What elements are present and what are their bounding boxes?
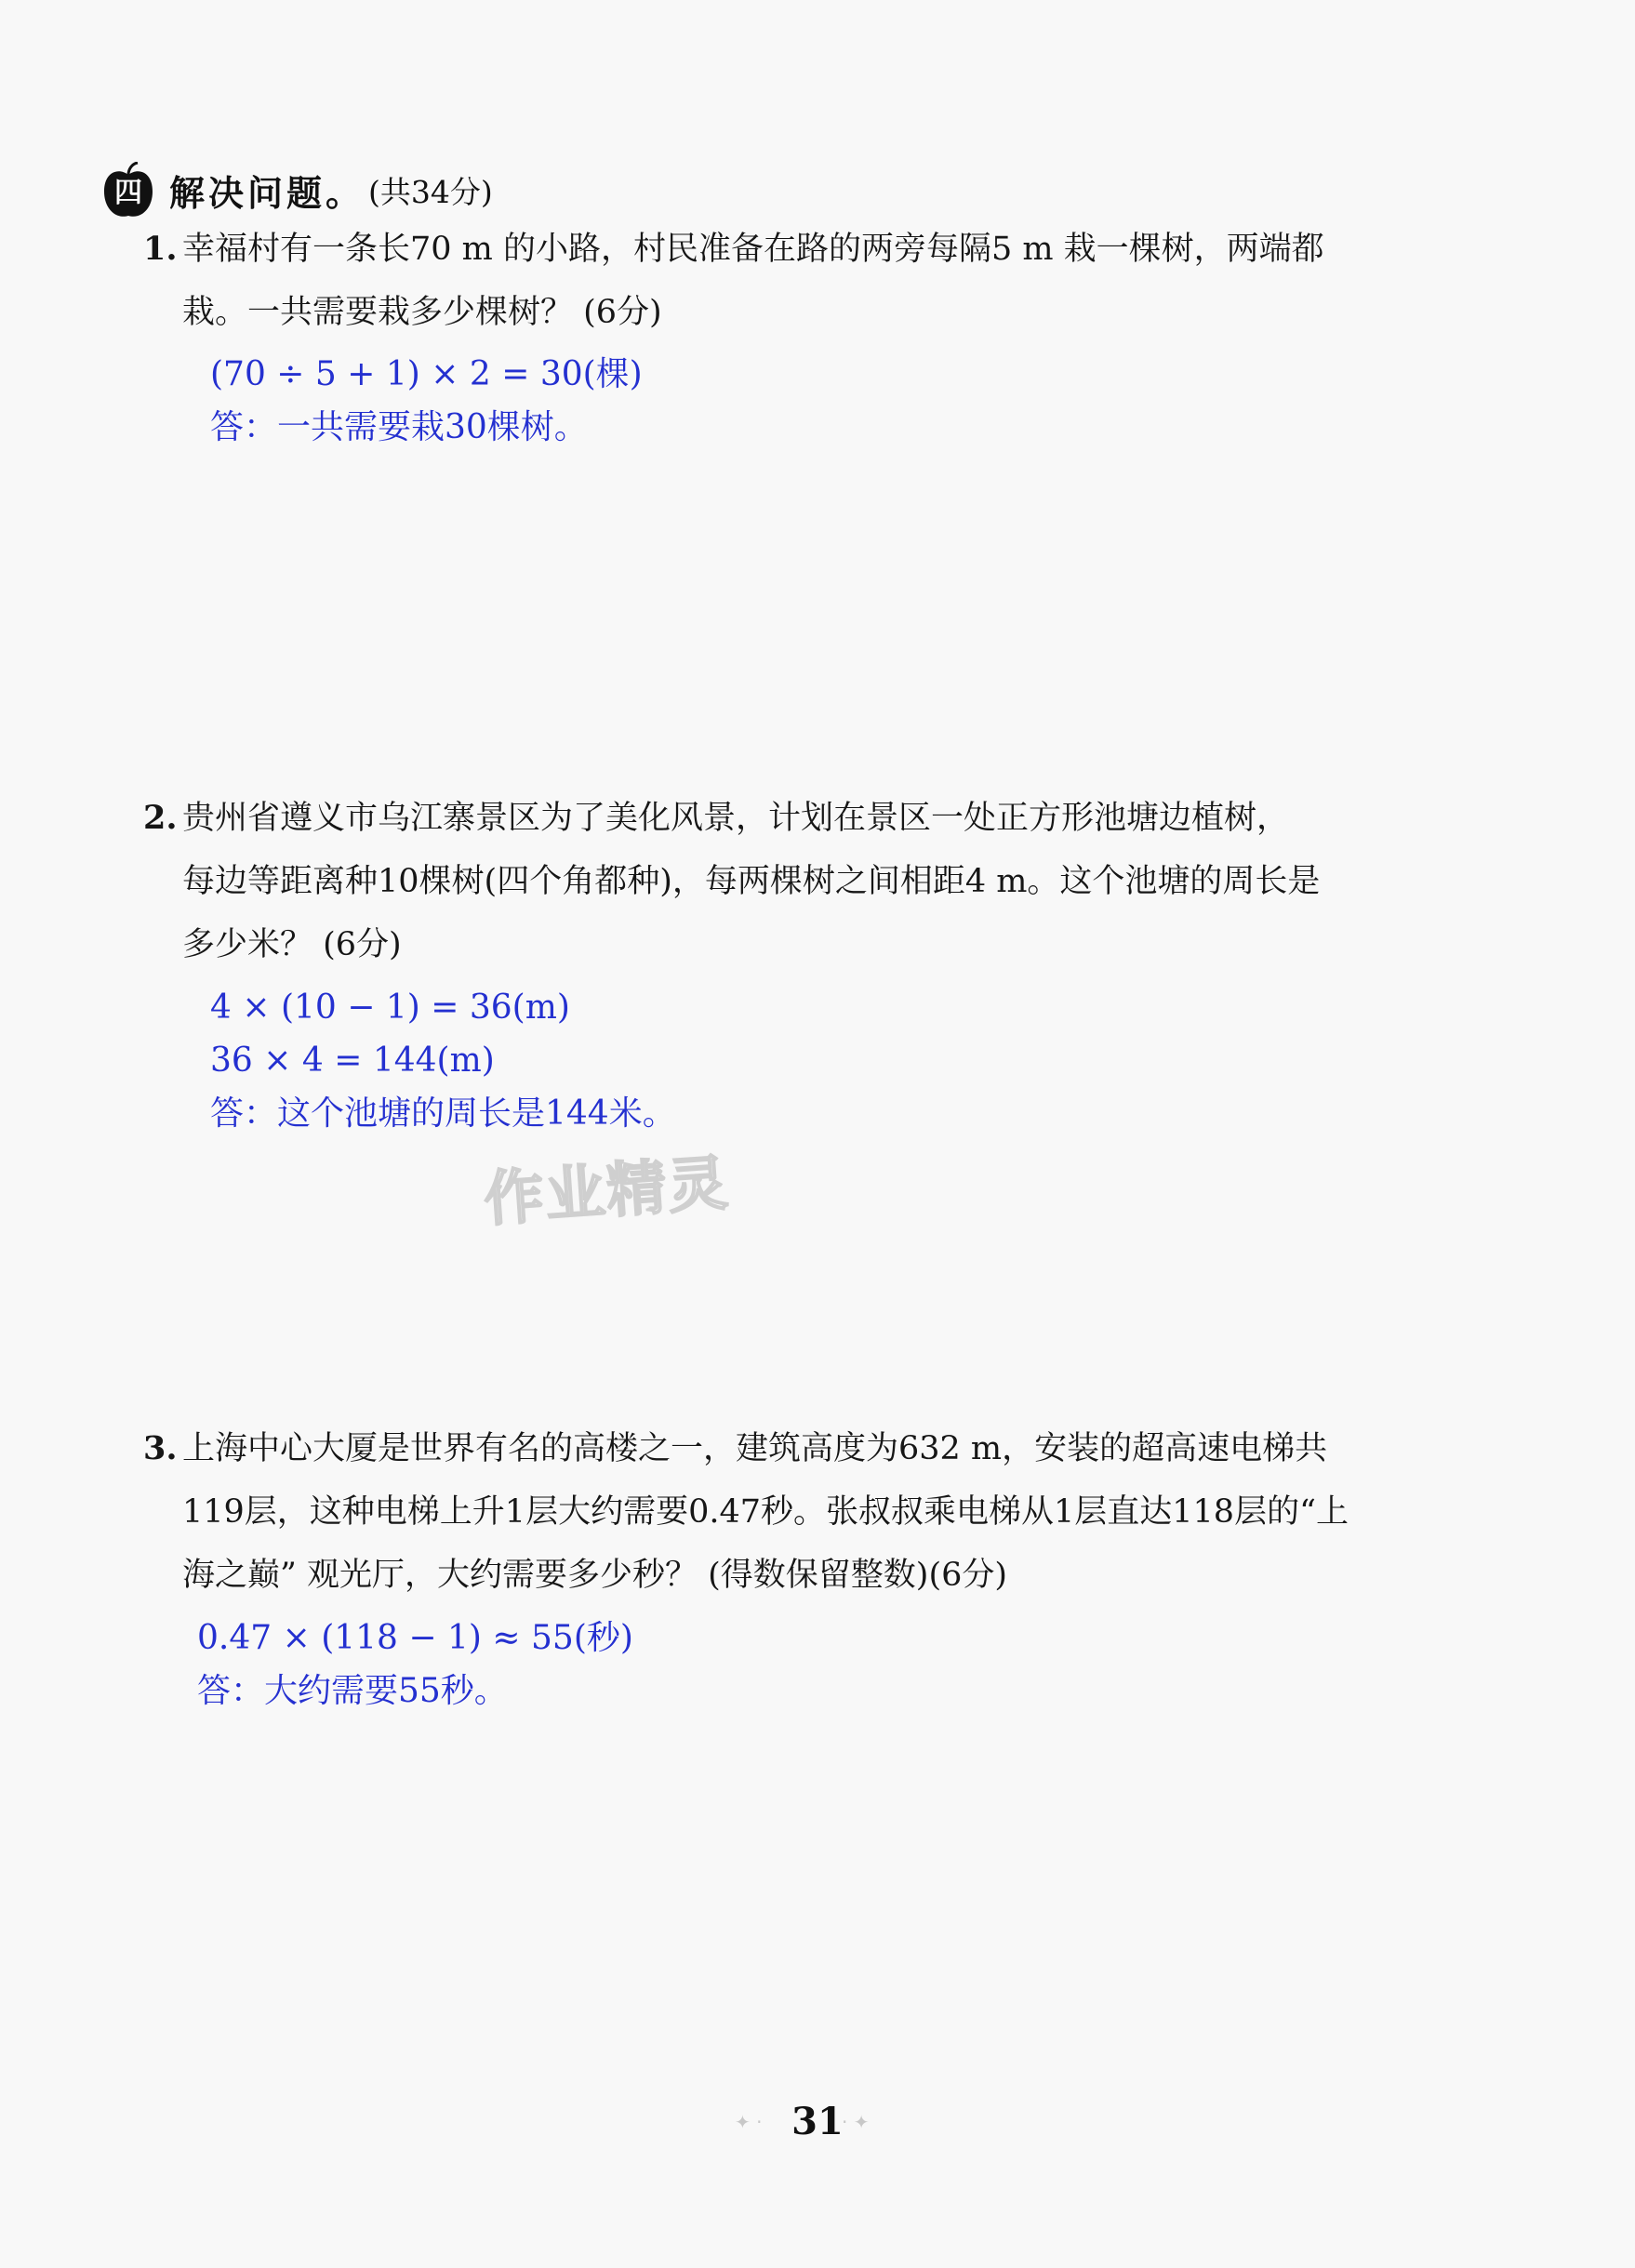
answer-equation: 36 × 4 = 144(m) [210,1041,495,1080]
question-text-line: 贵州省遵义市乌江寨景区为了美化风景，计划在景区一处正方形池塘边植树， [182,800,1290,837]
question-number: 2. [143,799,178,837]
question-1 [143,218,1503,344]
question-number: 1. [143,230,178,268]
watermark: 作业精灵 [482,1148,732,1236]
answer-equation: (70 ÷ 5 + 1) × 2 = 30(棵) [210,355,643,393]
answer-equation: 4 × (10 − 1) = 36(m) [210,988,570,1027]
answer-2 [210,981,676,1140]
answer-statement: 答：一共需要栽30棵树。 [210,408,588,446]
answer-statement: 答：大约需要55秒。 [197,1672,508,1710]
answer-3 [197,1611,633,1718]
question-text-line: 栽。一共需要栽多少棵树？ (6分) [182,294,662,331]
page-number: 31 [791,2100,844,2143]
answer-statement: 答：这个池塘的周长是144米。 [210,1094,676,1133]
question-text-line: 海之巅” 观光厅，大约需要多少秒？ (得数保留整数)(6分) [182,1557,1008,1594]
page-number-decoration-left: ✦ · [735,2111,763,2133]
answer-equation: 0.47 × (118 − 1) ≈ 55(秒) [197,1619,633,1657]
question-3 [143,1417,1503,1607]
section-title: 解决问题。 [169,172,366,214]
question-text-line: 每边等距离种10棵树(四个角都种)，每两棵树之间相距4 m。这个池塘的周长是 [182,863,1321,900]
section-number: 四 [114,177,142,209]
apple-badge-icon [100,162,156,218]
section-score-note: (共34分) [368,173,493,210]
question-text-line: 多少米？ (6分) [182,926,402,963]
answer-1 [210,348,643,454]
question-number: 3. [143,1429,178,1467]
question-text-line: 上海中心大厦是世界有名的高楼之一，建筑高度为632 m，安装的超高速电梯共 [182,1430,1328,1467]
question-2 [143,787,1503,976]
question-text-line: 119层，这种电梯上升1层大约需要0.47秒。张叔叔乘电梯从1层直达118层的“上 [182,1493,1349,1531]
page-number-decoration-right: · ✦ [842,2111,870,2133]
section-header [100,156,493,223]
question-text-line: 幸福村有一条长70 m 的小路，村民准备在路的两旁每隔5 m 栽一棵树，两端都 [182,231,1324,268]
